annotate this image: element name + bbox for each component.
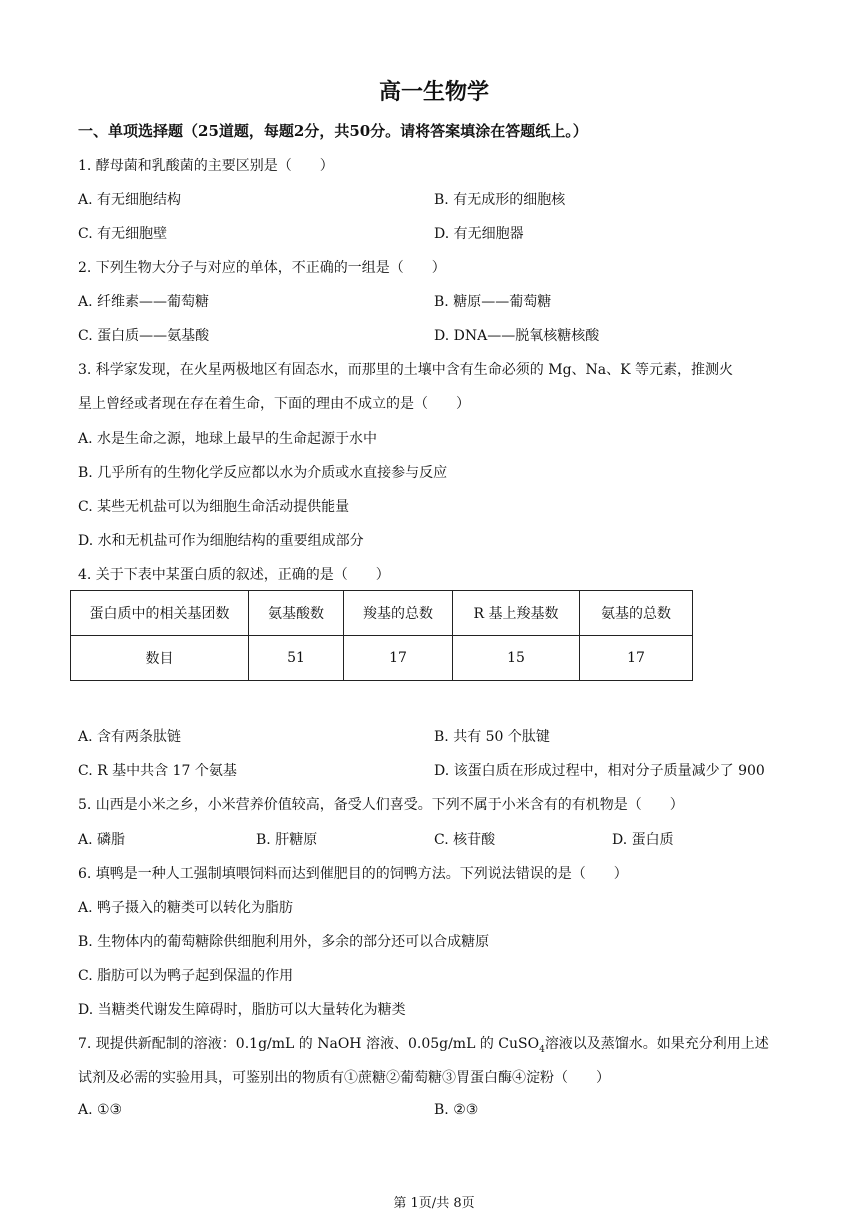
question-5-option-d: D. 蛋白质 (612, 832, 674, 848)
question-7-stem-post: 溶液以及蒸馏水。如果充分利用上述 (544, 1036, 769, 1052)
question-3-stem-line1: 3. 科学家发现，在火星两极地区有固态水，而那里的土壤中含有生命必须的 Mg、Na、K 等元素，推测火 (78, 362, 734, 378)
table-cell: 15 (453, 636, 580, 681)
question-6-option-c: C. 脂肪可以为鸭子起到保温的作用 (78, 968, 294, 984)
question-1-stem: 1. 酵母菌和乳酸菌的主要区别是（ ） (78, 158, 334, 174)
question-5-option-a: A. 磷脂 (78, 832, 126, 848)
question-5-stem: 5. 山西是小米之乡，小米营养价值较高，备受人们喜受。下列不属于小米含有的有机物是（ ） (78, 797, 684, 813)
question-3-option-c: C. 某些无机盐可以为细胞生命活动提供能量 (78, 499, 350, 515)
protein-table (70, 590, 693, 681)
question-1-option-d: D. 有无细胞器 (434, 226, 524, 242)
question-4-stem: 4. 关于下表中某蛋白质的叙述，正确的是（ ） (78, 567, 390, 583)
question-7-stem-pre: 7. 现提供新配制的溶液：0.1g/mL 的 NaOH 溶液、0.05g/mL 的 CuSO (78, 1036, 540, 1052)
table-header-cell: 蛋白质中的相关基团数 (71, 591, 249, 636)
question-5-option-b: B. 肝糖原 (256, 832, 318, 848)
table-header-cell: 氨基的总数 (580, 591, 693, 636)
table-header-row (71, 591, 693, 636)
question-4-option-b: B. 共有 50 个肽键 (434, 729, 550, 745)
question-5-option-c: C. 核苷酸 (434, 832, 496, 848)
question-1-option-c: C. 有无细胞壁 (78, 226, 168, 242)
question-7-stem-line1 (78, 1033, 769, 1055)
question-4-option-a: A. 含有两条肽链 (78, 729, 182, 745)
question-3-option-a: A. 水是生命之源，地球上最早的生命起源于水中 (78, 431, 378, 447)
question-3-option-b: B. 几乎所有的生物化学反应都以水为介质或水直接参与反应 (78, 465, 448, 481)
question-7-option-a: A. ①③ (78, 1102, 123, 1118)
question-1-option-a: A. 有无细胞结构 (78, 192, 182, 208)
question-2-option-a: A. 纤维素——葡萄糖 (78, 294, 210, 310)
table-header-cell: 羧基的总数 (344, 591, 453, 636)
page-footer: 第 1页/共 8页 (393, 1196, 475, 1211)
question-6-option-b: B. 生物体内的葡萄糖除供细胞利用外，多余的部分还可以合成糖原 (78, 934, 490, 950)
question-4-option-c: C. R 基中共含 17 个氨基 (78, 763, 237, 779)
question-4-option-d: D. 该蛋白质在形成过程中，相对分子质量减少了 900 (434, 763, 765, 779)
table-cell: 数目 (71, 636, 249, 681)
page-title: 高一生物学 (378, 79, 489, 105)
question-2-option-d: D. DNA——脱氧核糖核酸 (434, 328, 600, 344)
question-6-option-d: D. 当糖类代谢发生障碍时，脂肪可以大量转化为糖类 (78, 1002, 406, 1018)
question-6-stem: 6. 填鸭是一种人工强制填喂饲料而达到催肥目的的饲鸭方法。下列说法错误的是（ ） (78, 866, 628, 882)
question-7-stem-line2: 试剂及必需的实验用具，可鉴别出的物质有①蔗糖②葡萄糖③胃蛋白酶④淀粉（ ） (78, 1070, 610, 1086)
question-6-option-a: A. 鸭子摄入的糖类可以转化为脂肪 (78, 900, 294, 916)
table-cell: 17 (580, 636, 693, 681)
table-header-cell: R 基上羧基数 (453, 591, 580, 636)
question-7-option-b: B. ②③ (434, 1102, 479, 1118)
question-2-stem: 2. 下列生物大分子与对应的单体，不正确的一组是（ ） (78, 260, 446, 276)
question-3-option-d: D. 水和无机盐可作为细胞结构的重要组成部分 (78, 533, 364, 549)
question-7-stem-subscript: 4 (539, 1044, 545, 1055)
question-2-option-c: C. 蛋白质——氨基酸 (78, 328, 210, 344)
table-cell: 51 (249, 636, 344, 681)
question-1-option-b: B. 有无成形的细胞核 (434, 192, 566, 208)
table-row (71, 636, 693, 681)
question-2-option-b: B. 糖原——葡萄糖 (434, 294, 552, 310)
section-heading: 一、单项选择题（25道题，每题2分，共50分。请将答案填涂在答题纸上。） (78, 122, 588, 140)
question-3-stem-line2: 星上曾经或者现在存在着生命，下面的理由不成立的是（ ） (78, 396, 470, 412)
table-header-cell: 氨基酸数 (249, 591, 344, 636)
table-cell: 17 (344, 636, 453, 681)
